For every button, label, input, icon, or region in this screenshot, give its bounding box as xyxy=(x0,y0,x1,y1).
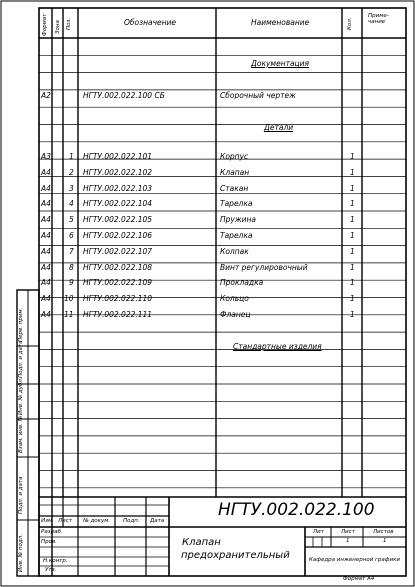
sheets-label: Листов xyxy=(373,529,394,535)
row-designation: НГТУ.002.022.107 xyxy=(83,246,153,256)
row-qty: 1 xyxy=(350,262,355,272)
stamp-dup-inv: Инв. № дубл. xyxy=(18,377,24,415)
format-label: Формат А4 xyxy=(343,576,375,582)
row-designation: НГТУ.002.022.101 xyxy=(83,152,153,161)
col-sign: Подп. xyxy=(123,518,140,524)
role-developer: Разраб. xyxy=(41,529,63,535)
role-checker: Пров. xyxy=(41,539,57,545)
doc-designation: НГТУ.002.022.100 СБ xyxy=(83,91,165,100)
sheets-value: 1 xyxy=(383,538,387,544)
stamp-orig-inv: Инв. № подл. xyxy=(18,534,24,572)
row-pos: 3 xyxy=(69,183,74,193)
row-pos: 4 xyxy=(69,199,74,209)
row-name: Кольцо xyxy=(220,294,249,304)
organization: Кафедра инженерной графики xyxy=(309,557,400,563)
header-designation: Обозначение xyxy=(124,18,177,27)
row-qty: 1 xyxy=(350,152,355,161)
col-izm: Изм xyxy=(41,518,53,524)
row-name: Стакан xyxy=(220,183,249,193)
doc-name: Сборочный чертеж xyxy=(220,91,296,100)
row-qty: 1 xyxy=(350,215,355,225)
doc-format: А2 xyxy=(41,91,51,100)
row-name: Пружина xyxy=(220,215,256,225)
row-qty: 1 xyxy=(350,246,355,256)
row-pos: 8 xyxy=(69,262,74,272)
row-name: Винт регулировочный xyxy=(220,262,308,272)
row-format: А4 xyxy=(41,215,51,225)
header-qty: Кол. xyxy=(347,17,353,30)
row-qty: 1 xyxy=(350,231,355,240)
row-format: А3 xyxy=(41,152,51,161)
product-name-line2: предохранительный xyxy=(181,550,290,561)
row-pos: 1 xyxy=(69,152,74,161)
section-documentation: Документация xyxy=(251,59,310,68)
row-pos: 5 xyxy=(69,215,74,225)
row-designation: НГТУ.002.022.104 xyxy=(83,199,153,209)
row-designation: НГТУ.002.022.105 xyxy=(83,215,153,225)
row-format: А4 xyxy=(41,294,51,304)
row-designation: НГТУ.002.022.102 xyxy=(83,167,153,177)
col-date: Дата xyxy=(150,518,165,524)
row-pos: 9 xyxy=(69,278,74,288)
sheet-label: Лист xyxy=(341,529,355,535)
stamp-first-use: Перв. прим. xyxy=(18,307,24,342)
sheet-value: 1 xyxy=(346,538,350,544)
row-designation: НГТУ.002.022.111 xyxy=(83,310,153,319)
product-name-line1: Клапан xyxy=(182,537,221,548)
row-format: А4 xyxy=(41,199,51,209)
row-name: Тарелка xyxy=(220,199,253,209)
row-name: Клапан xyxy=(220,167,250,177)
header-note: Приме- чание xyxy=(368,13,389,25)
row-format: А4 xyxy=(41,262,51,272)
col-list: Лист xyxy=(58,518,72,524)
section-details: Детали xyxy=(264,123,294,132)
row-format: А4 xyxy=(41,278,51,288)
document-code: НГТУ.002.022.100 xyxy=(218,500,375,520)
lit-label: Лит xyxy=(313,529,324,535)
row-qty: 1 xyxy=(350,167,355,177)
header-zone: Зона xyxy=(55,20,61,34)
row-format: А4 xyxy=(41,246,51,256)
row-pos: 2 xyxy=(69,167,74,177)
row-pos: 10 xyxy=(64,294,74,304)
row-name: Фланец xyxy=(220,310,251,319)
col-doc: № докум. xyxy=(83,518,111,524)
stamp-sign-date-1: Подп. и дата xyxy=(18,340,24,378)
row-designation: НГТУ.002.022.109 xyxy=(83,278,153,288)
row-format: А4 xyxy=(41,231,51,240)
stamp-replace-inv: Взам. инв. № xyxy=(18,415,24,453)
header-pos: Поз. xyxy=(66,17,72,30)
role-norm: Н.контр. xyxy=(43,558,68,564)
row-designation: НГТУ.002.022.108 xyxy=(83,262,153,272)
row-format: А4 xyxy=(41,310,51,319)
row-name: Тарелка xyxy=(220,231,253,240)
row-name: Колпак xyxy=(220,246,249,256)
row-qty: 1 xyxy=(350,199,355,209)
row-qty: 1 xyxy=(350,310,355,319)
row-qty: 1 xyxy=(350,278,355,288)
row-pos: 7 xyxy=(69,246,74,256)
row-format: А4 xyxy=(41,167,51,177)
header-name: Наименование xyxy=(251,18,310,27)
row-qty: 1 xyxy=(350,294,355,304)
row-name: Корпус xyxy=(220,152,249,161)
row-pos: 11 xyxy=(64,310,74,319)
section-standard: Стандартные изделия xyxy=(233,342,322,351)
header-format: Формат xyxy=(42,13,48,36)
row-format: А4 xyxy=(41,183,51,193)
row-name: Прокладка xyxy=(220,278,264,288)
row-designation: НГТУ.002.022.106 xyxy=(83,231,153,240)
row-pos: 6 xyxy=(69,231,74,240)
row-qty: 1 xyxy=(350,183,355,193)
role-approved: Утв. xyxy=(45,567,57,573)
stamp-sign-date-2: Подп. и дата xyxy=(18,476,24,514)
row-designation: НГТУ.002.022.110 xyxy=(83,294,153,304)
row-designation: НГТУ.002.022.103 xyxy=(83,183,153,193)
